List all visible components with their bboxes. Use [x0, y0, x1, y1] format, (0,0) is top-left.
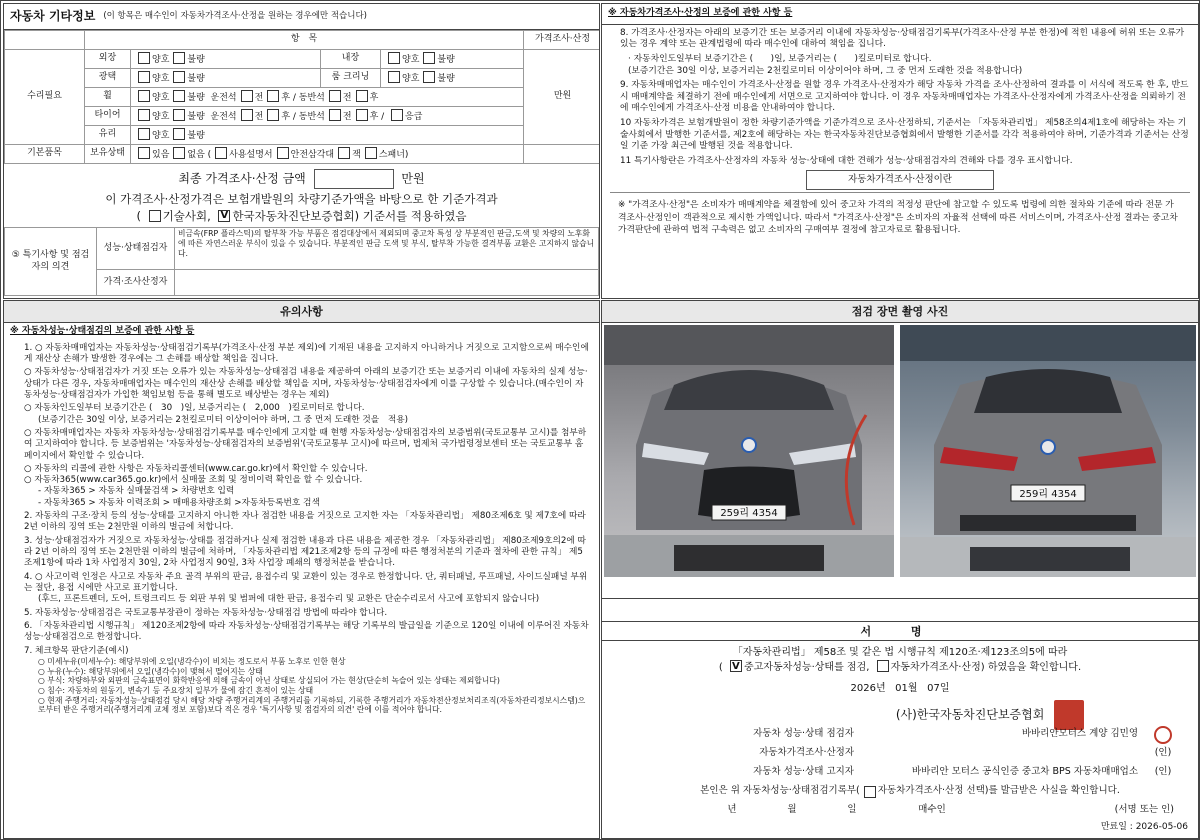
- precaution-3: 3. 성능·상태점검자가 거짓으로 자동차성능·상태를 점검하거나 실제 점검한 내용과 다른 내용을 제공한 경우 「자동차관리법」 제80조제9호의2에 따라 2년 이하의 징역 또는 2천만원 이하의 벌금에 처하며, 「자동차관리법 제21조제2항 등의 규정에 따른 행정처분의 기준과 절차에 관한 규칙」 제5조제1항에 따라 1차 사업정지 30일, 2차 사업정지 90일, 3차 사업장 폐쇄의 행정처분을 받습니다.: [24, 535, 586, 569]
- front-car-illustration: [604, 325, 894, 577]
- precaution-1-c-sub: (보증기간은 30일 이상, 보증거리는 2천킬로미터 이상이어야 하며, 그 중 먼저 도래한 것을 적용): [38, 414, 409, 425]
- tire-driver-front-checkbox[interactable]: [241, 109, 253, 121]
- expiry-date: 만료일 : 2026-05-06: [1100, 822, 1188, 833]
- receipt-price-checkbox[interactable]: [864, 786, 876, 798]
- precaution-5: 5. 자동차성능·상태점검은 국토교통부장관이 정하는 자동차성능·상태점검 방법에 따라야 합니다.: [24, 607, 388, 618]
- price-guarantee-list: [602, 25, 1198, 168]
- row-wheel: 휠: [85, 88, 131, 107]
- base-line-1: 이 가격조사·산정가격은 보험개발원의 차량기준가액을 바탕으로 한 기준가격과: [105, 192, 498, 206]
- precautions-heading: 유의사항: [4, 301, 599, 323]
- perf-inspector-label: 성능·상태점검자: [97, 228, 175, 270]
- tire-good-checkbox[interactable]: [138, 109, 150, 121]
- spanner-checkbox[interactable]: [365, 147, 377, 159]
- precaution-1-f-sub2: - 자동차365 > 자동차 이력조회 > 매매용차량조회 >자동차등록번호 검색: [38, 497, 320, 508]
- precautions-section: [3, 300, 600, 839]
- interior-bad-checkbox[interactable]: [423, 52, 435, 64]
- organization-name: (사)한국자동차진단보증협회: [895, 707, 1045, 722]
- photo-sign-section: [601, 300, 1199, 839]
- precaution-4: 4. ○ 사고이력 인정은 사고로 자동차 주요 골격 부위의 판금, 용접수리 및 교환이 있는 경우로 한정합니다. 단, 쿼터패널, 루프패널, 사이드실패널 부위는 절단, 용접 시에만 사고로 표기합니다.: [24, 571, 588, 593]
- row-interior: 내장: [321, 50, 381, 69]
- guarantee-item-11: 11 특기사항란은 가격조사·산정자의 자동차 성능·상태에 대한 견해가 성능·상태점검자의 견해와 다를 경우 표시합니다.: [620, 155, 1073, 166]
- row-tire: 타이어: [85, 107, 131, 126]
- cleaning-bad-checkbox[interactable]: [423, 71, 435, 83]
- kadiwa-checkbox[interactable]: [218, 210, 230, 222]
- guarantee-item-10: 10 자동차가격은 보험개발원이 정한 차량기준가액을 기준가격으로 조사·산정하되, 기준서는 「자동차관리법」 제58조의4제1호에 해당하는 자는 기술사회에서 발행한 기준서를, 제2호에 해당하는 자는 한국자동차진단보증협회에서 발행한 기준서를 각각 적용하여야 하며, 기준가격과 기준서는 산정일 기준 가장 최근에 발행된 것을 적용합니다.: [620, 117, 1189, 152]
- possession-have-checkbox[interactable]: [138, 147, 150, 159]
- base-price-statement: 이 가격조사·산정가격은 보험개발원의 차량기준가액을 바탕으로 한 기준가격과 ( 기술사회, V 한국자동차진단보증협회) 기준서를 적용하였음: [4, 191, 599, 224]
- perf-inspector-note: 비금속(FRP 플라스틱)의 탈부착 가능 부품은 점검대상에서 제외되며 중고차 특성 상 부분적인 판금,도색 및 차량의 노후화에 따른 자연스러운 부식이 있을 수 있습니다. 부분적인 판금 도색 및 부식, 탈부착 가능한 결격부품 교환은 고지하지 않습니다.: [175, 228, 599, 270]
- cleaning-good-checkbox[interactable]: [388, 71, 400, 83]
- repair-label: 수리필요: [5, 50, 85, 145]
- exterior-good-checkbox[interactable]: [138, 52, 150, 64]
- criteria-mileage: ○ 현재 주행거리: 자동차성능·상태점검 당시 해당 차량 주행거리계의 주행거리를 기록하되, 기록한 주행거리가 자동차전산정보처리조직(자동차관리정보시스템)으로부터 받은 주행거리(주행거리계 교체 정보 포함)보다 적은 경우 '특기사항 및 점검자의 의견' 란에 이를 적어야 합니다.: [38, 695, 586, 715]
- signature-statement-2: ( V중고자동차성능·상태를 점검, 자동차가격조사·산정) 하였음을 확인합니다.: [602, 660, 1198, 675]
- precaution-1-e: ○ 자동차의 리콜에 관한 사항은 자동차리콜센터(www.car.go.kr)에서 확인할 수 있습니다.: [24, 463, 368, 474]
- sign-row-receipt: 본인은 위 자동차성능·상태점검기록부( 자동차가격조사·산정 선택)를 발급받은 사실을 확인합니다.: [700, 785, 1120, 797]
- triangle-checkbox[interactable]: [277, 147, 289, 159]
- criteria-flood: ○ 침수: 자동차의 원동기, 변속기 등 주요장치 일부가 물에 잠긴 흔적이 있는 상태: [38, 686, 314, 696]
- sign-row-price-inspector: 자동차가격조사·산정자 (인): [759, 747, 1172, 759]
- price-inspector-note[interactable]: [175, 270, 599, 296]
- jack-checkbox[interactable]: [338, 147, 350, 159]
- precaution-1-f: ○ 자동차365(www.car365.go.kr)에서 실매물 조회 및 정비이력 확인을 할 수 있습니다.: [24, 475, 363, 486]
- signature-table: [642, 725, 1178, 820]
- front-car-photo: [604, 325, 894, 577]
- wheel-options: 양호 불량 운전석 전 후 / 동반석 전 후: [131, 88, 524, 107]
- wheel-driver-front-checkbox[interactable]: [241, 90, 253, 102]
- sign-row-notifier: 자동차 성능·상태 고지자 바바리안 모터스 공식인증 중고차 BPS 자동차매매업소 (인): [753, 766, 1172, 778]
- interior-good-checkbox[interactable]: [388, 52, 400, 64]
- exterior-bad-checkbox[interactable]: [173, 52, 185, 64]
- glass-good-checkbox[interactable]: [138, 128, 150, 140]
- vehicle-other-info-section: [3, 3, 600, 299]
- definition-text: ※ "가격조사·산정"은 소비자가 매매계약을 체결함에 있어 중고차 가격의 적정성 판단에 참고할 수 있도록 법령에 의한 절차와 기준에 따라 전문 가격조사·산정인이 객관적으로 제시한 가액입니다. 따라서 "가격조사·산정"은 소비자의 자율적 선택에 따른 서비스이며, 가격조사·산정 결과는 중고차 가격판단에 관하여 법적 구속력은 없고 소비자의 구매여부 결정에 참고자료로 활용됩니다.: [610, 192, 1190, 242]
- inspector-stamp-icon: [1154, 726, 1172, 744]
- precautions-subheading: ※ 자동차성능·상태점검의 보증에 관한 사항 등: [10, 326, 195, 336]
- col-price-header: 가격조사·산정: [524, 31, 600, 50]
- signature-heading: 서 명: [602, 621, 1198, 641]
- final-price-input[interactable]: [314, 169, 394, 189]
- wheel-driver-rear-checkbox[interactable]: [267, 90, 279, 102]
- row-glass: 유리: [85, 126, 131, 145]
- gloss-bad-checkbox[interactable]: [173, 71, 185, 83]
- precaution-6: 6. 「자동차관리법 시행규칙」 제120조제2항에 따라 자동차성능·상태점검기록부는 해당 기록부의 발급일을 기준으로 120일 이내에 이루어진 자동차 성능·상태점검으로 한정합니다.: [24, 620, 589, 643]
- wheel-bad-checkbox[interactable]: [173, 90, 185, 102]
- precaution-1-f-sub1: - 자동차365 > 자동차 실매물검색 > 차량번호 입력: [38, 486, 235, 497]
- tire-options: 양호 불량 운전석 전 후 / 동반석 전 후 / 응급: [131, 107, 524, 126]
- price-inspector-label: 가격·조사산정자: [97, 270, 175, 296]
- other-info-note: (이 항목은 매수인이 자동차가격조사·산정을 원하는 경우에만 적습니다): [103, 10, 367, 21]
- tire-passenger-front-checkbox[interactable]: [329, 109, 341, 121]
- final-price-unit: 만원: [401, 171, 425, 186]
- criteria-minor-leak: ○ 미세누유(미세누수): 해당부위에 오일(냉각수)이 비치는 정도로서 부품 노후로 인한 현상: [38, 656, 346, 666]
- interior-options: 양호 불량: [381, 50, 524, 69]
- exterior-options: 양호 불량: [131, 50, 321, 69]
- wheel-passenger-front-checkbox[interactable]: [329, 90, 341, 102]
- tech-society-checkbox[interactable]: [149, 210, 161, 222]
- tire-emergency-checkbox[interactable]: [391, 109, 403, 121]
- possession-options: 있음 없음 ( 사용설명서 안전삼각대 잭 스패너): [131, 145, 524, 164]
- precaution-1: 1. ○ 자동차매매업자는 자동차성능·상태점검기록부(가격조사·산정 부분 제외)에 기재된 내용을 고지하지 아니하거나 거짓으로 고지함으로써 매수인에게 재산상 손해가 발생한 경우에는 그 손해를 배상할 책임을 집니다.: [24, 342, 589, 364]
- precaution-4-sub: (후드, 프론트펜더, 도어, 트렁크리드 등 외판 부위 및 범퍼에 대한 판금, 용접수리 및 교환은 단순수리로서 사고에 포함되지 않습니다): [38, 594, 540, 605]
- criteria-corrosion: ○ 부식: 차량하부와 외판의 금속표면이 화학반응에 의해 금속이 아닌 상태로 상실되어 가는 현상(단순히 녹슬어 있는 상태는 제외합니다): [38, 676, 500, 686]
- guarantee-item-8: 8. 가격조사·산정자는 아래의 보증기간 또는 보증거리 이내에 자동차성능·상태점검기록부(가격조사·산정 부분 한정)에 적힌 내용에 허위 또는 오류가 있는 경우 계약 또는 관계법령에 따라 매수인에 대하여 책임을 집니다.: [620, 27, 1185, 50]
- row-cleaning: 룸 크리닝: [321, 69, 381, 88]
- precaution-2: 2. 자동차의 구조·장치 등의 성능·상태를 고지하지 아니한 자나 점검한 내용을 거짓으로 고지한 자는 「자동차관리법」 제80조제6호 및 제7호에 따라 2년 이하의 징역 또는 2천만원 이하의 벌금에 처합니다.: [24, 511, 586, 533]
- other-info-table: 항 목 가격조사·산정 수리필요 외장 양호 불량 내장 양호 불량 만원 광택 양호 불량 룸 크리닝 양호 불량 휠 양호 불량 운전석 전 후 / 동반석 전 후 타이어 양호 불량 운전석 전 후 / 동반석 전 후 / 응급 유리 양호 불량 기본품목 보유상태 있음 없음 ( 사용설명서 안전삼각대 잭 스패너): [4, 30, 600, 164]
- price-check-checkbox[interactable]: [877, 660, 889, 672]
- final-price-label: 최종 가격조사·산정 금액: [178, 171, 306, 186]
- precaution-1-b: ○ 자동차성능·상태점검자가 거짓 또는 오류가 있는 자동차성능·상태점검 내용을 제공하여 아래의 보증기간 또는 보증거리 이내에 자동차의 실제 성능·상태가 다른 경우, 자동차매매업자는 매수인의 재산상 손해를 배상할 책임을 지며, 자동차성능·상태점검자에게 이를 구상할 수 있습니다.(매수인이 자동차성능·상태점검자가 가입한 책임보험 등을 통해 별도로 배상받는 경우는 제외): [24, 367, 588, 400]
- sign-row-inspector: 자동차 성능·상태 점검자 바바리안모터스 계양 김민영: [642, 725, 1178, 744]
- tire-bad-checkbox[interactable]: [173, 109, 185, 121]
- wheel-passenger-rear-checkbox[interactable]: [356, 90, 368, 102]
- guarantee-item-8-sub2: (보증기간은 30일 이상, 보증거리는 2천킬로미터 이상이어야 하며, 그 중 먼저 도래한 것을 적용합니다): [628, 65, 1023, 76]
- tire-driver-rear-checkbox[interactable]: [267, 109, 279, 121]
- gloss-good-checkbox[interactable]: [138, 71, 150, 83]
- photo-heading: 점검 장면 촬영 사진: [602, 301, 1198, 323]
- row-gloss: 광택: [85, 69, 131, 88]
- other-info-title: 자동차 기타정보: [10, 8, 96, 23]
- row-exterior: 외장: [85, 50, 131, 69]
- front-plate-text: 259리 4354: [720, 508, 778, 519]
- rear-car-photo: [900, 325, 1196, 577]
- criteria-leak: ○ 누유(누수): 해당부위에서 오일(냉각수)이 맺혀서 떨어지는 상태: [38, 666, 263, 676]
- tire-passenger-rear-checkbox[interactable]: [356, 109, 368, 121]
- definition-title: 자동차가격조사·산정이란: [806, 170, 994, 190]
- guarantee-item-8-sub1: · 자동차인도일부터 보증기간은 ( )일, 보증거리는 ( )킬로미터로 합니다.: [628, 53, 932, 64]
- price-unit: 만원: [524, 50, 600, 145]
- sign-row-buyer: 년 월 일 매수인 (서명 또는 인): [727, 804, 1174, 816]
- basic-label: 기본품목: [5, 145, 85, 164]
- glass-bad-checkbox[interactable]: [173, 128, 185, 140]
- price-guarantee-section: [601, 3, 1199, 299]
- other-info-title-bar: [4, 4, 599, 30]
- rear-plate-text: 259리 4354: [1019, 489, 1077, 500]
- signature-date: 2026년 01월 07일: [850, 683, 950, 694]
- guarantee-item-9: 9. 자동차매매업자는 매수인이 가격조사·산정을 원할 경우 가격조사·산정자가 해당 자동차 가격을 조사·산정하여 결과를 이 서식에 적도록 한 후, 반드시 매매계약을 체결하기 전에 매수인에게 서면으로 고지하여야 합니다. 이 경우 자동차매매업자는 가격조사·산정자에게 가격조사·산정을 의뢰하기 전에 매수인에게 가격조사·산정 비용을 안내하여야 합니다.: [620, 80, 1189, 114]
- precaution-1-c: ○ 자동차인도일부터 보증기간은 ( 30 )일, 보증거리는 ( 2,000 )킬로미터로 합니다.: [24, 403, 365, 414]
- performance-check-checkbox[interactable]: [730, 660, 742, 672]
- final-price-row: [4, 164, 599, 191]
- row-possession: 보유상태: [85, 145, 131, 164]
- signature-area: [602, 621, 1198, 838]
- signature-statement-1: 「자동차관리법」 제58조 및 같은 법 시행규칙 제120조·제123조의5에 따라: [732, 647, 1068, 658]
- special-notes-table: [4, 227, 599, 296]
- wheel-good-checkbox[interactable]: [138, 90, 150, 102]
- possession-none-checkbox[interactable]: [173, 147, 185, 159]
- precaution-7: 7. 체크항목 판단기준(예시): [24, 645, 129, 656]
- precaution-1-d: ○ 자동차매매업자는 자동차 자동차성능·상태점검기록부를 매수인에게 고지할 때 현행 자동차성능·상태점검자의 보증범위(국토교통부 고시)를 첨부하여 고지하여야 합니다. 등 보증범위는 '자동차성능·상태점검자의 보증범위'(국토교통부 고시)에 따르며, 법제처 국가법령정보센터 또는 국토교통부 홈페이지에서 확인할 수 있습니다.: [24, 427, 587, 461]
- col-item-header: 항 목: [85, 31, 524, 50]
- special-notes-label: ⑤ 특기사항 및 점검자의 의견: [5, 228, 97, 296]
- price-guarantee-heading: ※ 자동차가격조사·산정의 보증에 관한 사항 등: [602, 4, 1198, 25]
- precautions-body: [4, 341, 599, 716]
- rear-car-illustration: [900, 325, 1196, 577]
- inspection-photos: [602, 301, 1198, 599]
- manual-checkbox[interactable]: [215, 147, 227, 159]
